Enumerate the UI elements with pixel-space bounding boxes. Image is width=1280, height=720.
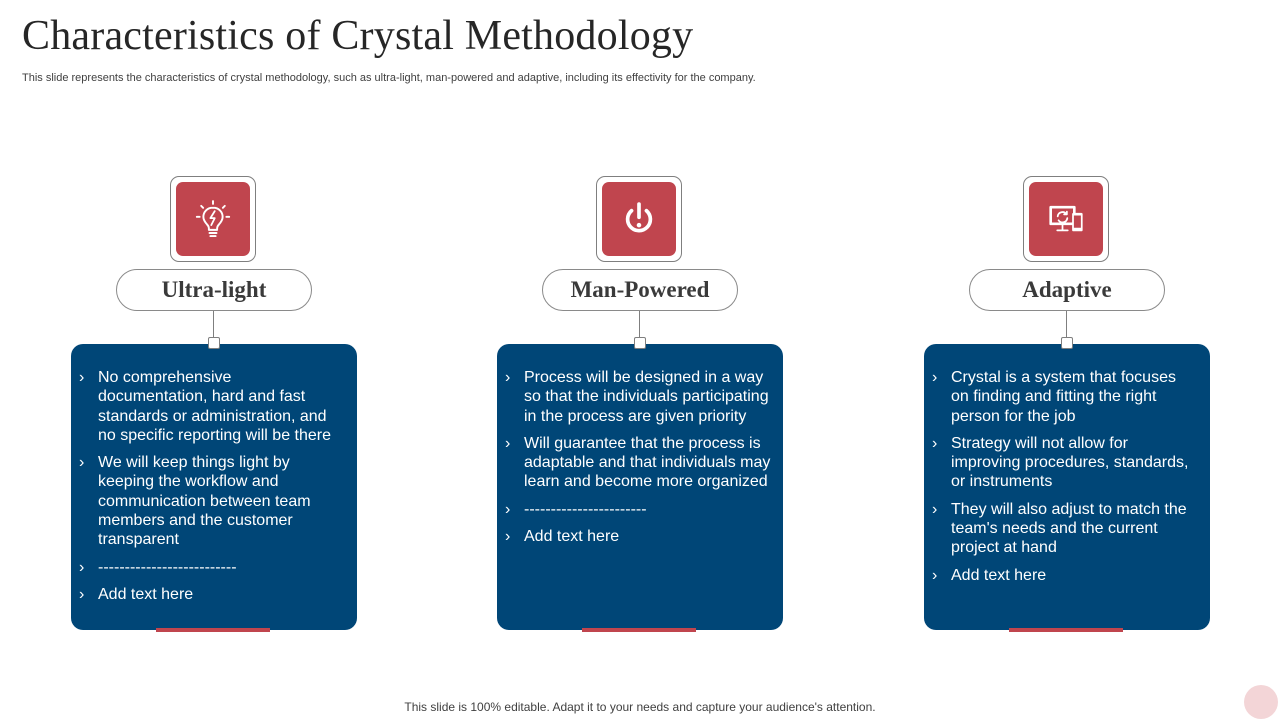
connector-line [213,311,214,338]
icon-frame [596,176,682,262]
bullet-list [505,368,771,546]
bullet-list [79,368,345,604]
power-icon [602,182,676,256]
corner-decoration [1244,685,1278,719]
devices-sync-icon [1029,182,1103,256]
card-ultra-light [71,344,357,630]
footer-note: This slide is 100% editable. Adapt it to your needs and capture your audience's attention. [404,700,876,714]
list-item: › Process will be designed in a way so that the individuals participating in the process are given priority [505,368,771,426]
card-adaptive [924,344,1210,630]
accent-bar [156,628,270,632]
list-item: › ----------------------- [505,500,771,519]
list-item: › Crystal is a system that focuses on finding and fitting the right person for the job [932,368,1198,426]
label-ultra-light: Ultra-light [116,269,312,311]
column-adaptive [924,176,1210,636]
slide-title: Characteristics of Crystal Methodology [22,13,694,59]
list-item: › Add text here [932,566,1198,585]
icon-frame [170,176,256,262]
label-man-powered: Man-Powered [542,269,738,311]
list-item: › Will guarantee that the process is adaptable and that individuals may learn and become more organized [505,434,771,492]
accent-bar [582,628,696,632]
list-item: › No comprehensive documentation, hard and fast standards or administration, and no specific reporting will be there [79,368,345,445]
lightbulb-icon [176,182,250,256]
connector-line [1066,311,1067,338]
list-item: › Strategy will not allow for improving procedures, standards, or instruments [932,434,1198,492]
label-adaptive: Adaptive [969,269,1165,311]
list-item: › Add text here [79,585,345,604]
icon-frame [1023,176,1109,262]
connector-node [1061,337,1073,349]
slide-subtitle: This slide represents the characteristics of crystal methodology, such as ultra-light, man-powered and adaptive, including its effectivity for the company. [22,72,756,84]
column-ultra-light [71,176,357,636]
list-item: › -------------------------- [79,558,345,577]
card-man-powered [497,344,783,630]
bullet-list [932,368,1198,585]
list-item: › We will keep things light by keeping the workflow and communication between team members and the customer transparent [79,453,345,549]
connector-node [634,337,646,349]
connector-line [639,311,640,338]
accent-bar [1009,628,1123,632]
list-item: › Add text here [505,527,771,546]
column-man-powered [497,176,783,636]
list-item: › They will also adjust to match the team's needs and the current project at hand [932,500,1198,558]
connector-node [208,337,220,349]
